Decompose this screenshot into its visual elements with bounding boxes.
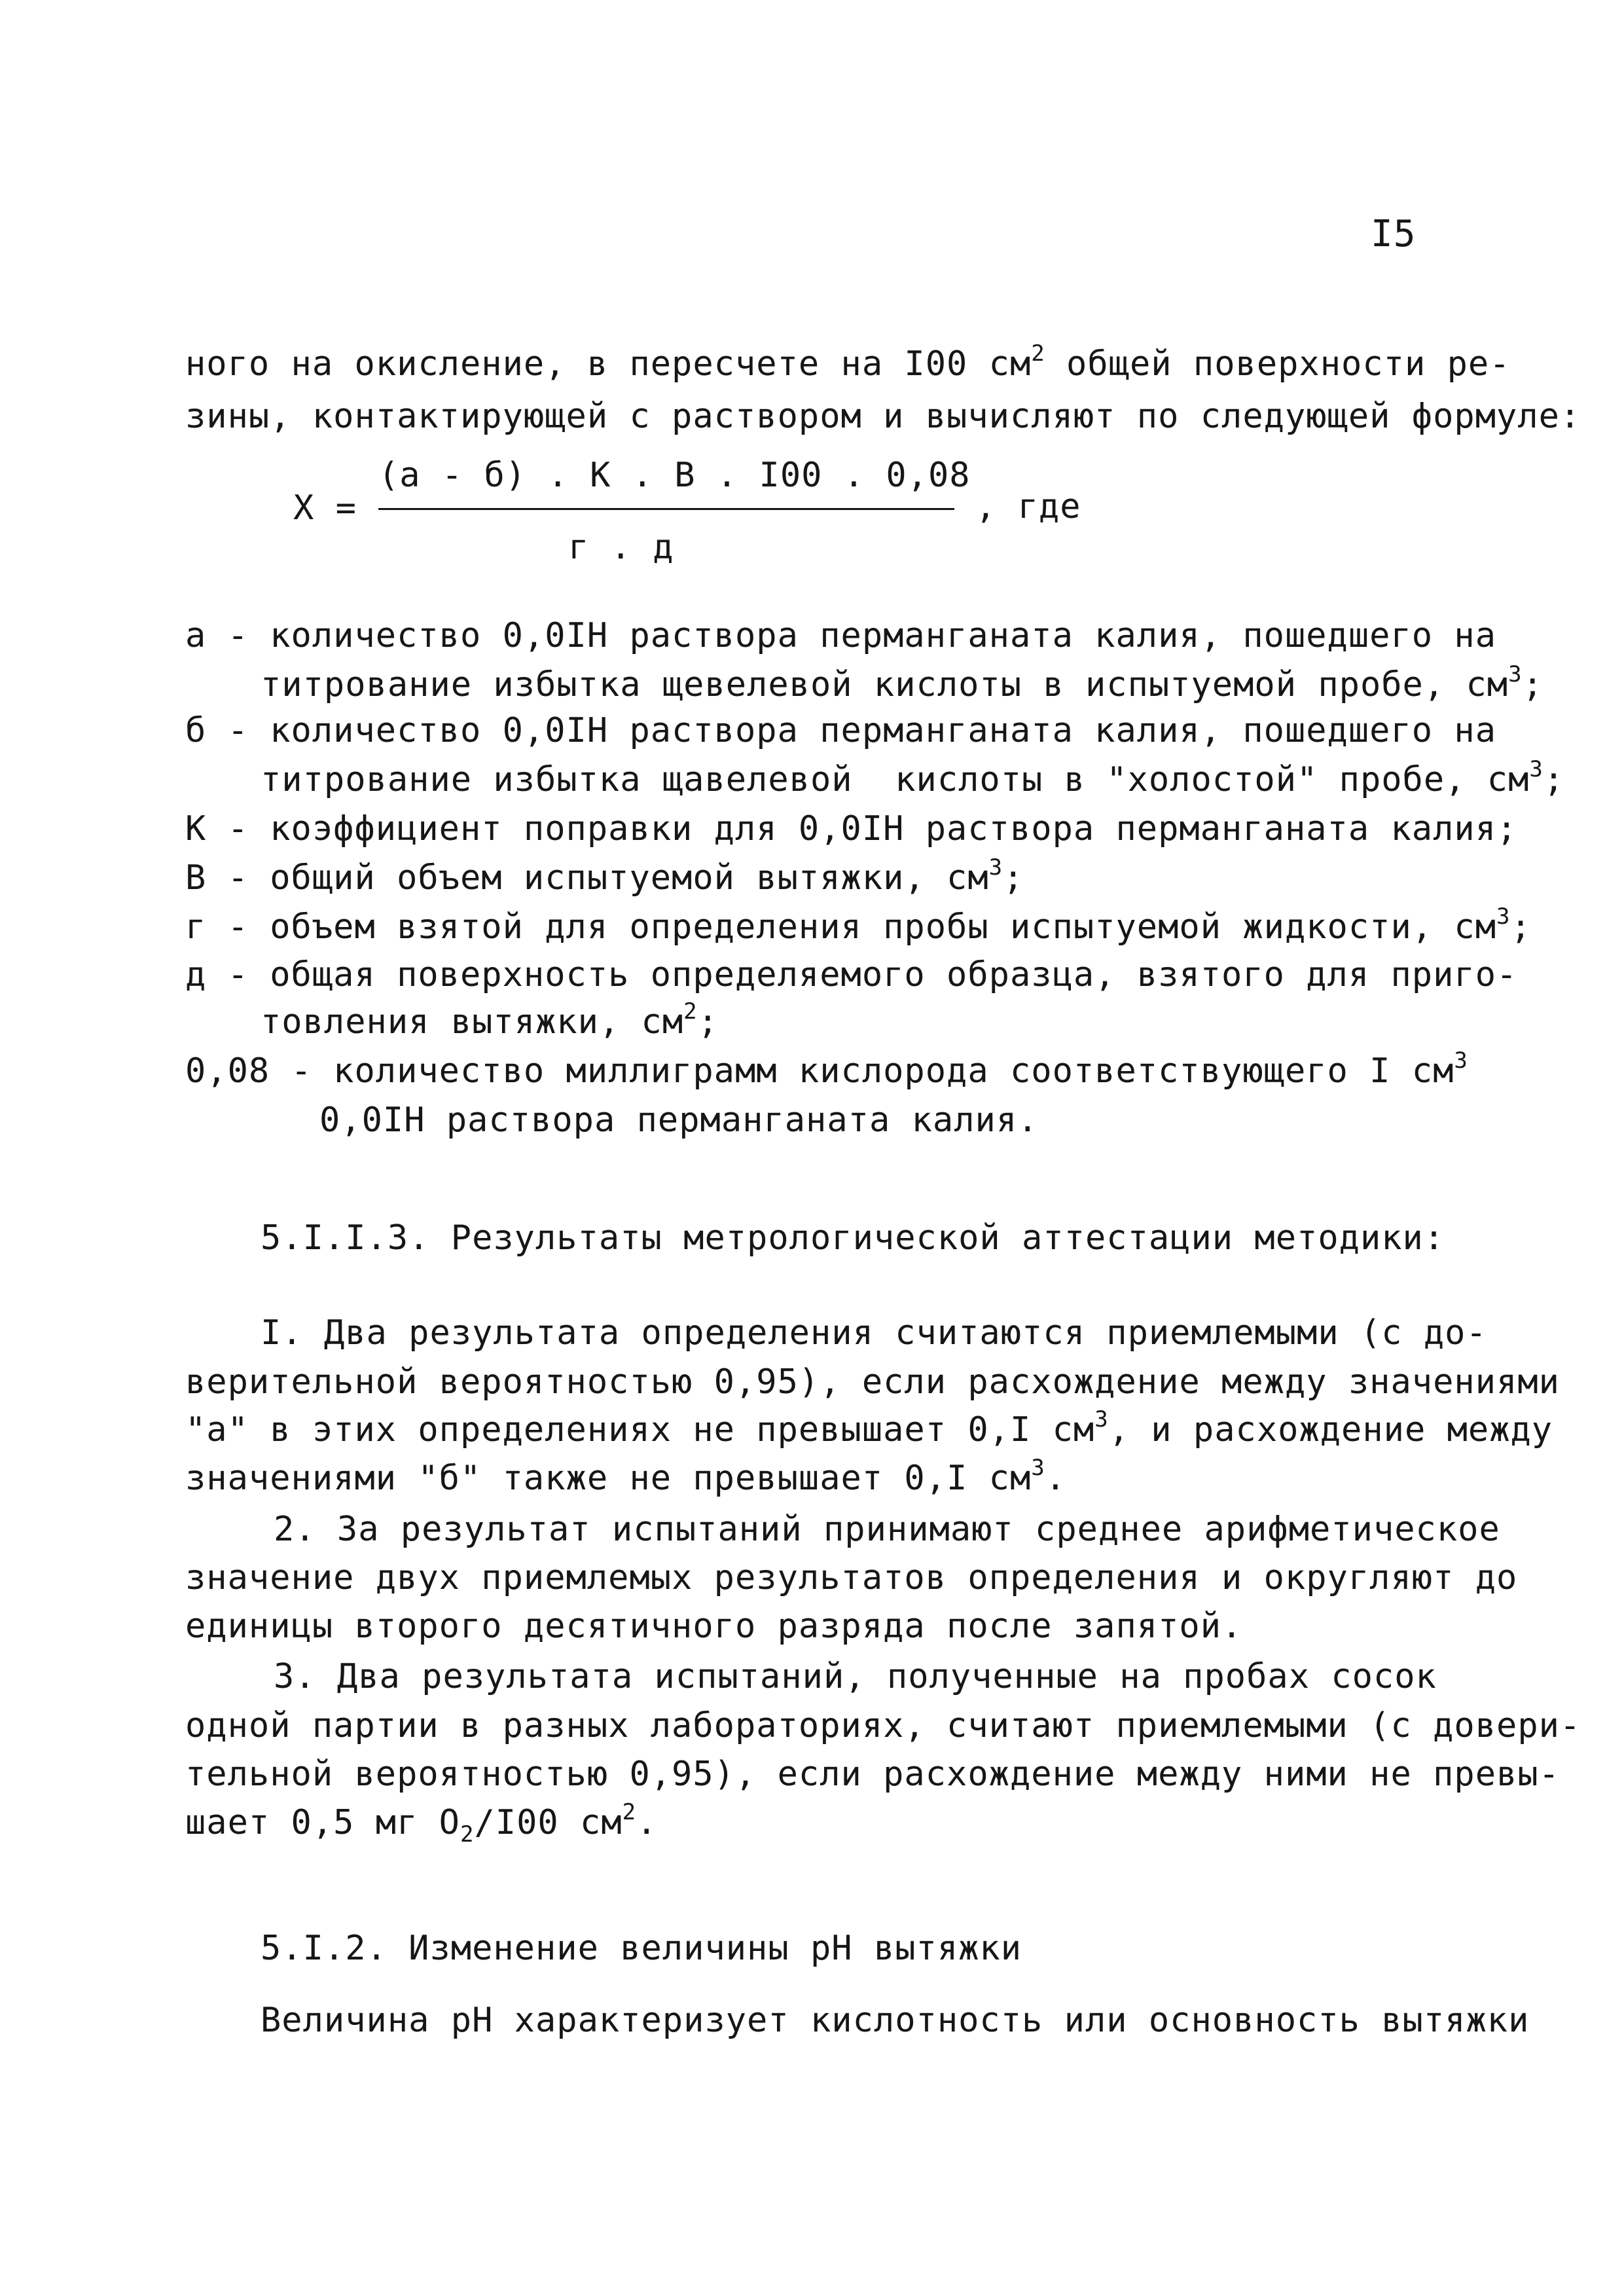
legend-b-line-2: титрование избытка щавелевой кислоты в "холостой" пробе, $см^3$;: [261, 756, 1565, 799]
p1-line-2: верительной вероятностью 0,95), если расхождение между значениями: [185, 1362, 1560, 1402]
fraction-bar: [378, 508, 954, 510]
intro-line-1: ного на окисление, в пересчете на I00 $см^2$ общей поверхности ре-: [185, 340, 1511, 384]
legend-008-line-2: 0,0IН раствора перманганата калия.: [319, 1101, 1039, 1140]
legend-008-line-1: 0,08 - количество миллиграмм кислорода соответствующего I $см^3$: [185, 1048, 1468, 1091]
p2-line-2: значение двух приемлемых результатов определения и округляют до: [185, 1558, 1518, 1597]
legend-a-line-1: а - количество 0,0IН раствора перманганата калия, пошедшего на: [185, 616, 1497, 655]
section-heading-ph: 5.I.2. Изменение величины рН вытяжки: [261, 1929, 1022, 1968]
legend-g: г - объем взятой для определения пробы испытуемой жидкости, $см^3$;: [185, 903, 1532, 947]
p3-line-4: шает 0,5 мг $O_2/I00$ $см^2$.: [185, 1799, 658, 1848]
p1-line-4: значениями "б" также не превышает 0,I $см^3$.: [185, 1455, 1067, 1498]
p2-line-3: единицы второго десятичного разряда после запятой.: [185, 1607, 1243, 1646]
intro-line-2: зины, контактирующей с раствором и вычисляют по следующей формуле:: [185, 397, 1581, 436]
formula-suffix: , где: [975, 487, 1081, 526]
legend-d-line-1: д - общая поверхность определяемого образца, взятого для приго-: [185, 955, 1518, 994]
ph-line-1: Величина рН характеризует кислотность или основность вытяжки: [261, 2001, 1530, 2040]
p1-line-1: I. Два результата определения считаются приемлемыми (с до-: [261, 1313, 1487, 1353]
p3-line-1: 3. Два результата испытаний, полученные на пробах сосок: [274, 1657, 1437, 1696]
p3-line-2: одной партии в разных лабораториях, считают приемлемыми (с довери-: [185, 1706, 1581, 1745]
legend-k: К - коэффициент поправки для 0,0IН раствора перманганата калия;: [185, 809, 1518, 848]
formula-lhs: X =: [293, 488, 357, 528]
p3-line-3: тельной вероятностью 0,95), если расхождение между ними не превы-: [185, 1755, 1560, 1794]
legend-a-line-2: титрование избытка щевелевой кислоты в испытуемой пробе, $см^3$;: [261, 661, 1543, 704]
legend-b-line-1: б - количество 0,0IН раствора перманганата калия, пошедшего на: [185, 711, 1497, 750]
formula-numerator: (а - б) . К . В . I00 . 0,08: [378, 456, 971, 495]
formula-denominator: г . д: [568, 528, 674, 567]
legend-v: В - общий объем испытуемой вытяжки, $см^3$;: [185, 854, 1024, 898]
p2-line-1: 2. За результат испытаний принимают среднее арифметическое: [274, 1510, 1500, 1549]
page-number: I5: [1371, 213, 1416, 255]
legend-d-line-2: товления вытяжки, $см^2$;: [261, 998, 719, 1042]
section-heading-metrology: 5.I.I.3. Результаты метрологической аттестации методики:: [261, 1218, 1445, 1258]
p1-line-3: "а" в этих определениях не превышает 0,I $см^3$, и расхождение между: [185, 1406, 1553, 1449]
